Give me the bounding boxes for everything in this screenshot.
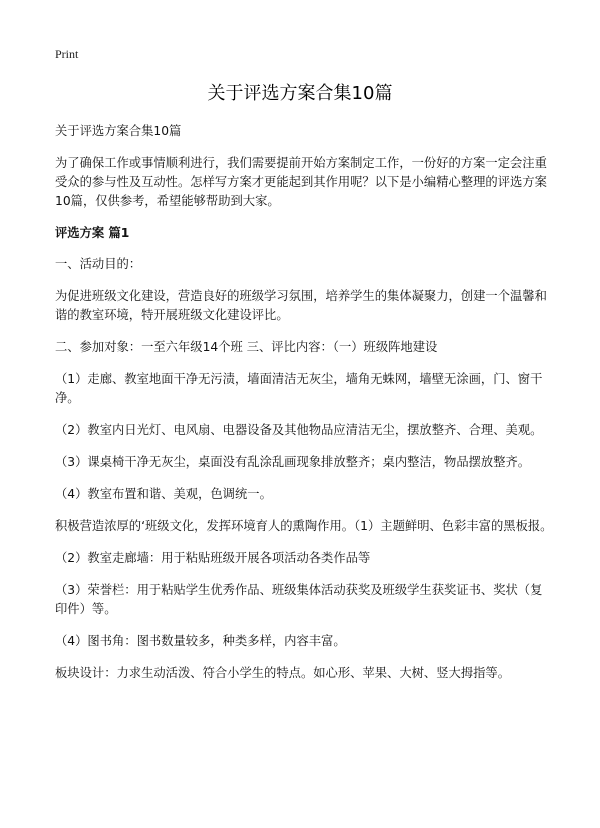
print-link[interactable]: Print — [55, 47, 79, 61]
paragraph-item-4: （4）教室布置和谐、美观，色调统一。 — [55, 487, 272, 501]
paragraph-activity-purpose-label: 一、活动目的： — [55, 257, 142, 271]
paragraph-participants: 二、参加对象：一至六年级14个班 三、评比内容：（一）班级阵地建设 — [55, 340, 438, 354]
paragraph-item-3: （3）课桌椅干净无灰尘，桌面没有乱涂乱画现象排放整齐；桌内整洁，物品摆放整齐。 — [55, 455, 531, 469]
paragraph-honor-board: （3）荣誉栏：用于粘贴学生优秀作品、班级集体活动获奖及班级学生获奖证书、奖状（复印件）等。 — [55, 583, 543, 616]
document-title: 关于评选方案合集10篇 — [207, 83, 393, 104]
paragraph-board-design: 板块设计：力求生动活泼、符合小学生的特点。如心形、苹果、大树、竖大拇指等。 — [55, 666, 510, 680]
paragraph-item-1: （1）走廊、教室地面干净无污渍，墙面清洁无灰尘，墙角无蛛网，墙壁无涂画，门、窗干净。 — [55, 372, 543, 405]
paragraph-book-corner: （4）图书角：图书数量较多，种类多样，内容丰富。 — [55, 634, 346, 648]
intro-paragraph: 为了确保工作或事情顺利进行，我们需要提前开始方案制定工作，一份好的方案一定会注重受众的参与性及互动性。怎样写方案才更能起到其作用呢？以下是小编精心整理的评选方案10篇，仅供参考，希望能够帮助到大家。 — [55, 156, 547, 208]
paragraph-activity-purpose: 为促进班级文化建设，营造良好的班级学习氛围，培养学生的集体凝聚力，创建一个温馨和谐的教室环境，特开展班级文化建设评比。 — [55, 289, 547, 322]
document-subtitle: 关于评选方案合集10篇 — [55, 124, 182, 138]
paragraph-class-culture: 积极营造浓厚的‘班级文化，发挥环境育人的熏陶作用。（1）主题鲜明、色彩丰富的黑板报。 — [55, 519, 553, 533]
document-body — [55, 122, 553, 696]
paragraph-corridor-wall: （2）教室走廊墙：用于粘贴班级开展各项活动各类作品等 — [55, 551, 371, 565]
paragraph-item-2: （2）教室内日光灯、电风扇、电器设备及其他物品应清洁无尘，摆放整齐、合理、美观。 — [55, 423, 543, 437]
section-heading: 评选方案 篇1 — [55, 226, 130, 240]
